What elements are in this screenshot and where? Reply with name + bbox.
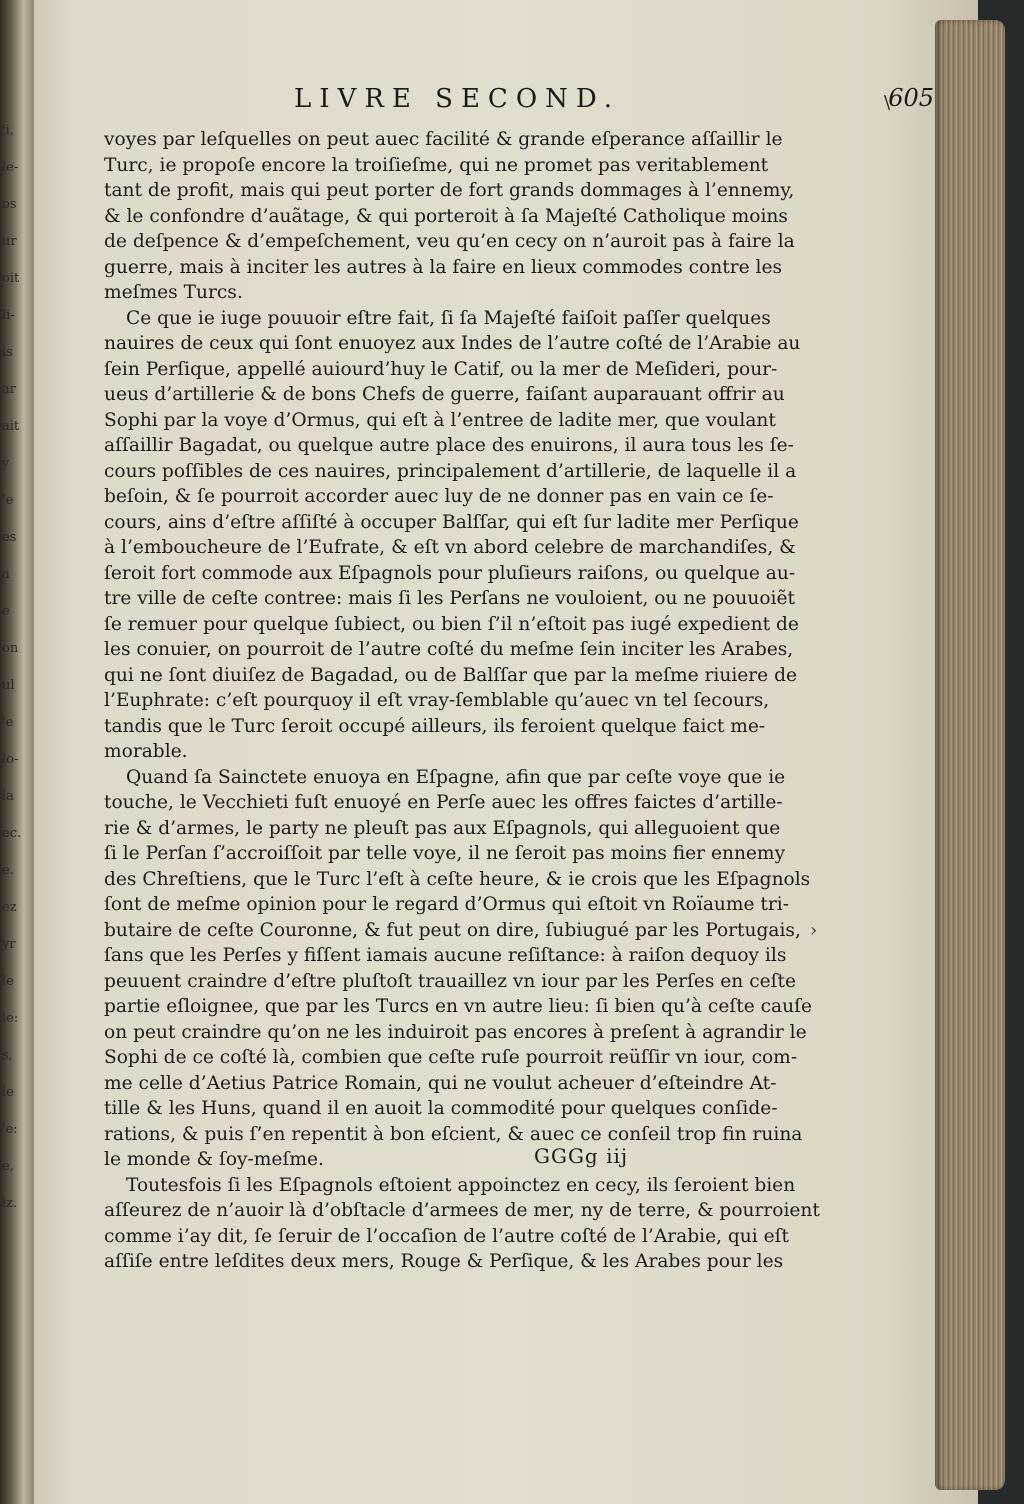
text-line: peuuent craindre d’eſtre pluſtoſt trauaillez vn iour par les Perſes en ceſte [104,970,796,992]
text-line: cours, ains d’eſtre aſſiſté à occuper Balſſar, qui eſt ſur ladite mer Perſique [104,511,799,533]
text-line: aſſeurez de n’auoir là d’obſtacle d’armees de mer, ny de terre, & pourroient [104,1200,820,1221]
text-line: Quand ſa Sainctete enuoya en Eſpagne, afin que par ceſte voye que ie [126,766,786,788]
text-line: de deſpence & d’empeſchement, veu qu’en cecy on n’auroit pas à faire la [104,231,795,252]
text-line: voyes par leſquelles on peut auec facilité & grande eſperance aſſaillir le [104,129,783,150]
text-line: aſſiſe entre leſdites deux mers, Rouge & Perſique, & les Arabes pour les [104,1251,784,1272]
text-line: Sophi par la voye d’Ormus, qui eſt à l’entree de ladite mer, que voulant [104,409,776,431]
left-page-edge [0,0,34,1504]
text-line: ſans que les Perſes y fiſſent iamais aucune reſiſtance: à raiſon dequoy ils [104,945,787,966]
text-line: Ce que ie iuge pouuoir eſtre fait, ſi ſa Majeſté faiſoit paſſer quelques [126,307,771,329]
paragraph [104,306,804,765]
left-page-fragment: yr [2,937,16,952]
left-page-fragment: 'e [2,715,14,730]
text-line: ſein Perſique, appellé auiourd’huy le Catif, ou la mer de Meſideri, pour- [104,358,778,380]
left-page-fragment: on [2,641,19,656]
left-page-fragment: ie: [2,1011,19,1026]
left-page-fragment: s, [2,1048,13,1063]
text-line: rations, & puis ſ’en repentit à bon eſcient, & auec ce conſeil trop fin ruina [104,1123,803,1145]
left-page-fragment: li- [2,308,15,323]
page-block-edge [935,20,1005,1490]
page-header [294,84,934,124]
left-page-fragment: a [2,567,10,582]
text-line: meſmes Turcs. [104,282,243,303]
left-page-fragment: os [2,197,17,212]
text-line: aſſaillir Bagadat, ou quelque autre place des enuirons, il aura tous les ſe- [104,435,794,456]
left-page-fragment: 'e: [2,1122,18,1137]
text-line: Toutesfois ſi les Eſpagnols eſtoient appoinctez en cecy, ils ſeroient bien [126,1174,796,1196]
left-page-fragment: ul [2,678,15,693]
left-page-fragment: e, [2,1159,14,1174]
paragraph [104,765,812,1173]
text-line: des Chreſtiens, que le Turc l’eſt à ceſte heure, & ie crois que les Eſpagnols [104,868,811,890]
text-line: on peut craindre qu’on ne les induiroit pas encores à preſent à agrandir le [104,1021,807,1043]
left-page-fragment: y [2,456,10,471]
left-page-fragment: le [2,1085,14,1100]
left-page-fragment: le- [2,160,19,175]
text-line: ſont de meſme opinion pour le regard d’Ormus qui eſtoit vn Roïaume tri- [104,894,790,915]
paragraph [104,127,804,306]
text-line: comme i’ay dit, ſe ſeruir de l’occaſion de l’autre coſté de l’Arabie, qui eſt [104,1225,789,1247]
text-line: ſeroit fort commode aux Eſpagnols pour pluſieurs raiſons, ou quelque au- [104,562,796,584]
text-line: butaire de ceſte Couronne, & fut peut on dire, ſubiugué par les Portugais, [104,919,801,941]
margin-chevron-mark: › [810,920,818,941]
text-line: les conuier, on pourroit de l’autre coſté du meſme ſein inciter les Arabes, [104,639,794,660]
page-number: 605 [888,84,934,112]
left-page-fragment: ur [2,234,17,249]
text-line: ſe remuer pour quelque ſubiect, ou bien ſ’il n’eſtoit pas iugé expedient de [104,613,799,635]
left-page-fragment: le [2,974,14,989]
text-line: touche, le Vecchieti fuſt enuoyé en Perſe auec les offres faictes d’artille- [104,792,783,813]
paragraph [104,1173,820,1275]
left-page-fragment: lo- [2,752,19,767]
running-head: LIVRE SECOND. [294,84,621,114]
text-line: beſoin, & ſe pourroit accorder auec luy de ne donner pas en vain ce ſe- [104,486,774,507]
text-line: nauires de ceux qui ſont enuoyez aux Indes de l’autre coſté de l’Arabie au [104,333,801,354]
text-line: tille & les Huns, quand il en auoit la commodité pour quelques conſide- [104,1098,778,1119]
left-page-fragment: iz. [2,1196,18,1211]
left-page-fragment: la [2,789,14,804]
left-page-fragment: is [2,345,13,360]
text-line: tandis que le Turc ſeroit occupé ailleurs, ils feroient quelque faict me- [104,715,766,737]
left-page-fragment: 'e [2,493,14,508]
text-line: tre ville de ceſte contree: mais ſi les Perſans ne vouloient, ou ne pouuoiẽt [104,588,795,609]
margin-stroke-mark: \ [884,92,891,113]
left-page-fragment: es [2,530,17,545]
text-line: ſi le Perſan ſ’accroiſſoit par telle voye, il ne ſeroit pas moins fier ennemy [104,843,786,864]
book-page [34,0,978,1504]
left-page-fragment: ez [2,900,17,915]
text-line: ueus d’artillerie & de bons Chefs de guerre, faiſant auparauant offrir au [104,384,785,405]
text-line: Sophi de ce coſté là, combien que ceſte ruſe pourroit reüſſir vn iour, com- [104,1047,798,1068]
text-line: tant de profit, mais qui peut porter de fort grands dommages à l’ennemy, [104,180,795,201]
text-line: cours poſſibles de ces nauires, principalement d’artillerie, de laquelle il a [104,460,797,482]
left-page-fragment: ait [2,419,20,434]
left-page-fragment: e [2,604,10,619]
text-line: l’Euphrate: c’eſt pourquoy il eſt vray-ſemblable qu’auec vn tel ſecours, [104,690,770,711]
text-line: me celle d’Aetius Patrice Romain, qui ne voulut acheuer d’eſteindre At- [104,1072,777,1094]
body-text [104,127,820,1275]
left-page-fragment: e. [2,863,14,878]
text-line: guerre, mais à inciter les autres à la faire en lieux commodes contre les [104,256,783,278]
left-page-fragment: 'i, [2,123,14,138]
text-line: à l’emboucheure de l’Eufrate, & eſt vn abord celebre de marchandiſes, & [104,537,796,558]
left-page-fragments [2,112,30,1211]
text-line: & le confondre d’auãtage, & qui porteroit à ſa Majeſté Catholique moins [104,205,788,227]
text-line: le monde & ſoy-meſme. [104,1149,324,1170]
left-page-fragment: ec. [2,826,22,841]
text-line: morable. [104,741,188,762]
text-line: partie eſloignee, que par les Turcs en vn autre lieu: ſi bien qu’à ceſte cauſe [104,996,812,1017]
left-page-fragment: oit [2,271,20,286]
signature-mark: GGGg iij [534,1144,629,1168]
text-line: qui ne ſont diuiſez de Bagadad, ou de Balſſar que par la meſme riuiere de [104,664,797,686]
text-line: Turc, ie propoſe encore la troiſieſme, qui ne promet pas veritablement [104,154,769,176]
text-line: rie & d’armes, le party ne pleuſt pas aux Eſpagnols, qui alleguoient que [104,817,781,839]
left-page-fragment: ar [2,382,16,397]
